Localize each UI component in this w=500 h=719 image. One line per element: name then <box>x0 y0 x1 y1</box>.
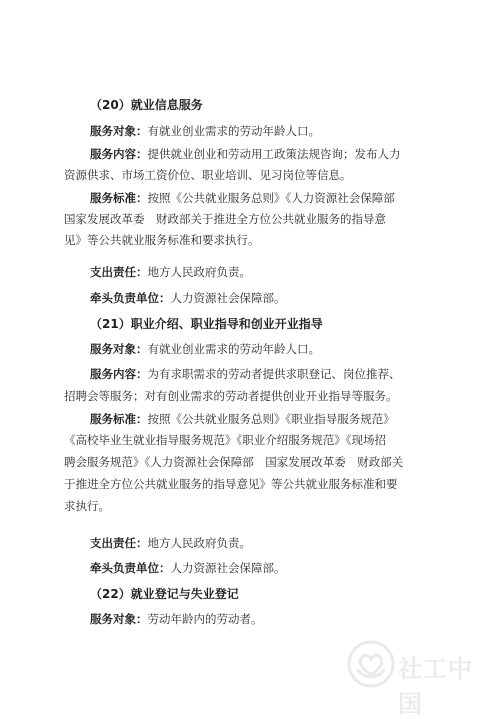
service-object-22: 服务对象：劳动年龄内的劳动者。 <box>90 612 263 626</box>
service-standard-20-line-1: 服务标准：按照《公共就业服务总则》《人力资源社会保障部 <box>90 191 395 205</box>
service-standard-21-line-3: 聘会服务规范》《人力资源社会保障部 国家发展改革委 财政部关 <box>64 455 404 469</box>
service-content-21-line-2: 招聘会等服务；对有创业需求的劳动者提供创业开业指导等服务。 <box>64 389 398 403</box>
heart-hands-logo-icon <box>346 639 396 689</box>
service-object-20: 服务对象：有就业创业需求的劳动年龄人口。 <box>90 124 320 138</box>
section-heading-22: （22）就业登记与失业登记 <box>90 587 239 601</box>
expense-20: 支出责任：地方人民政府负责。 <box>90 265 251 279</box>
expense-21: 支出责任：地方人民政府负责。 <box>90 536 251 550</box>
service-standard-21-line-5: 求执行。 <box>64 499 110 513</box>
section-heading-20: （20）就业信息服务 <box>90 98 203 112</box>
lead-unit-20: 牵头负责单位：人力资源社会保障部。 <box>90 291 286 305</box>
service-content-21-line-1: 服务内容：为有求职需求的劳动者提供求职登记、岗位推荐、 <box>90 367 401 381</box>
service-standard-20-line-3: 见》等公共就业服务标准和要求执行。 <box>64 233 260 247</box>
watermark <box>336 635 486 718</box>
service-standard-20-line-2: 国家发展改革委 财政部关于推进全方位公共就业服务的指导意 <box>64 212 386 226</box>
service-content-20-line-1: 服务内容：提供就业创业和劳动用工政策法规咨询；发布人力 <box>90 147 401 161</box>
watermark-text: 社工中国 <box>398 655 473 718</box>
service-object-21: 服务对象：有就业创业需求的劳动年龄人口。 <box>90 342 320 356</box>
service-standard-21-line-2: 《高校毕业生就业指导服务规范》《职业介绍服务规范》《现场招 <box>64 433 386 447</box>
lead-unit-21: 牵头负责单位：人力资源社会保障部。 <box>90 561 286 575</box>
service-standard-21-line-4: 于推进全方位公共就业服务的指导意见》等公共就业服务标准和要 <box>64 477 398 491</box>
service-standard-21-line-1: 服务标准：按照《公共就业服务总则》《职业指导服务规范》 <box>90 412 395 426</box>
section-heading-21: （21）职业介绍、职业指导和创业开业指导 <box>90 317 323 331</box>
service-content-20-line-2: 资源供求、市场工资价位、职业培训、见习岗位等信息。 <box>64 168 352 182</box>
